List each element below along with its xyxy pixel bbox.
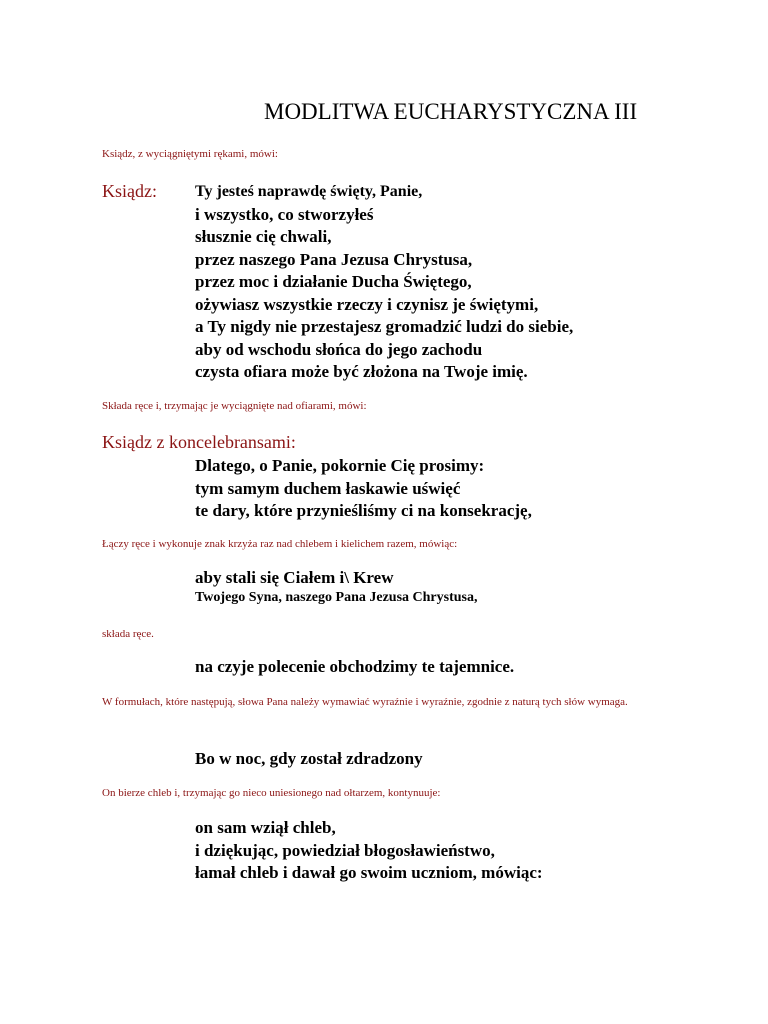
prayer-line: Bo w noc, gdy został zdradzony (195, 749, 423, 768)
rubric-4: składa ręce. (102, 628, 154, 640)
prayer-line: a Ty nigdy nie przestajesz gromadzić ludzi do siebie, (195, 317, 574, 336)
rubric-3: Łączy ręce i wykonuje znak krzyża raz nad chlebem i kielichem razem, mówiąc: (102, 538, 458, 550)
prayer-line: na czyje polecenie obchodzimy te tajemnice. (195, 657, 515, 676)
prayer-block-5 (195, 748, 423, 771)
page-title: MODLITWA EUCHARYSTYCZNA III (264, 99, 638, 124)
speaker-label-1: Ksiądz: (102, 181, 157, 201)
speaker-label-2: Ksiądz z koncelebransami: (102, 432, 296, 452)
prayer-line: aby stali się Ciałem i\ Krew (195, 568, 394, 587)
prayer-line: czysta ofiara może być złożona na Twoje imię. (195, 362, 528, 381)
prayer-line: przez moc i działanie Ducha Świętego, (195, 272, 472, 291)
prayer-line: te dary, które przynieśliśmy ci na konsekrację, (195, 501, 532, 520)
prayer-line: on sam wziął chleb, (195, 818, 336, 837)
prayer-line: ożywiasz wszystkie rzeczy i czynisz je świętymi, (195, 294, 539, 314)
prayer-block-4 (195, 656, 514, 679)
prayer-line: łamał chleb i dawał go swoim uczniom, mówiąc: (195, 863, 543, 882)
prayer-line: aby od wschodu słońca do jego zachodu (195, 339, 483, 359)
rubric-6: On bierze chleb i, trzymając go nieco uniesionego nad ołtarzem, kontynuuje: (102, 787, 441, 799)
rubric-2: Składa ręce i, trzymając je wyciągnięte nad ofiarami, mówi: (102, 400, 367, 412)
prayer-line: słusznie cię chwali, (195, 227, 332, 246)
prayer-line: i wszystko, co stworzyłeś (195, 204, 374, 224)
prayer-line: i dziękując, powiedział błogosławieństwo, (195, 840, 495, 860)
prayer-line: Ty jesteś naprawdę święty, Panie, (195, 183, 423, 200)
prayer-line: Dlatego, o Panie, pokornie Cię prosimy: (195, 456, 485, 475)
prayer-block-6 (195, 817, 543, 885)
prayer-block-3 (195, 567, 477, 608)
prayer-block-2 (195, 455, 532, 523)
prayer-line: Twojego Syna, naszego Pana Jezusa Chrystusa, (195, 589, 478, 605)
rubric-1: Ksiądz, z wyciągniętymi rękami, mówi: (102, 148, 278, 160)
prayer-block-1 (195, 181, 573, 384)
prayer-line: przez naszego Pana Jezusa Chrystusa, (195, 249, 473, 269)
prayer-line: tym samym duchem łaskawie uświęć (195, 478, 461, 498)
rubric-5: W formułach, które następują, słowa Pana należy wymawiać wyraźnie i wyraźnie, zgodnie z naturą tych słów wymaga. (102, 696, 628, 708)
